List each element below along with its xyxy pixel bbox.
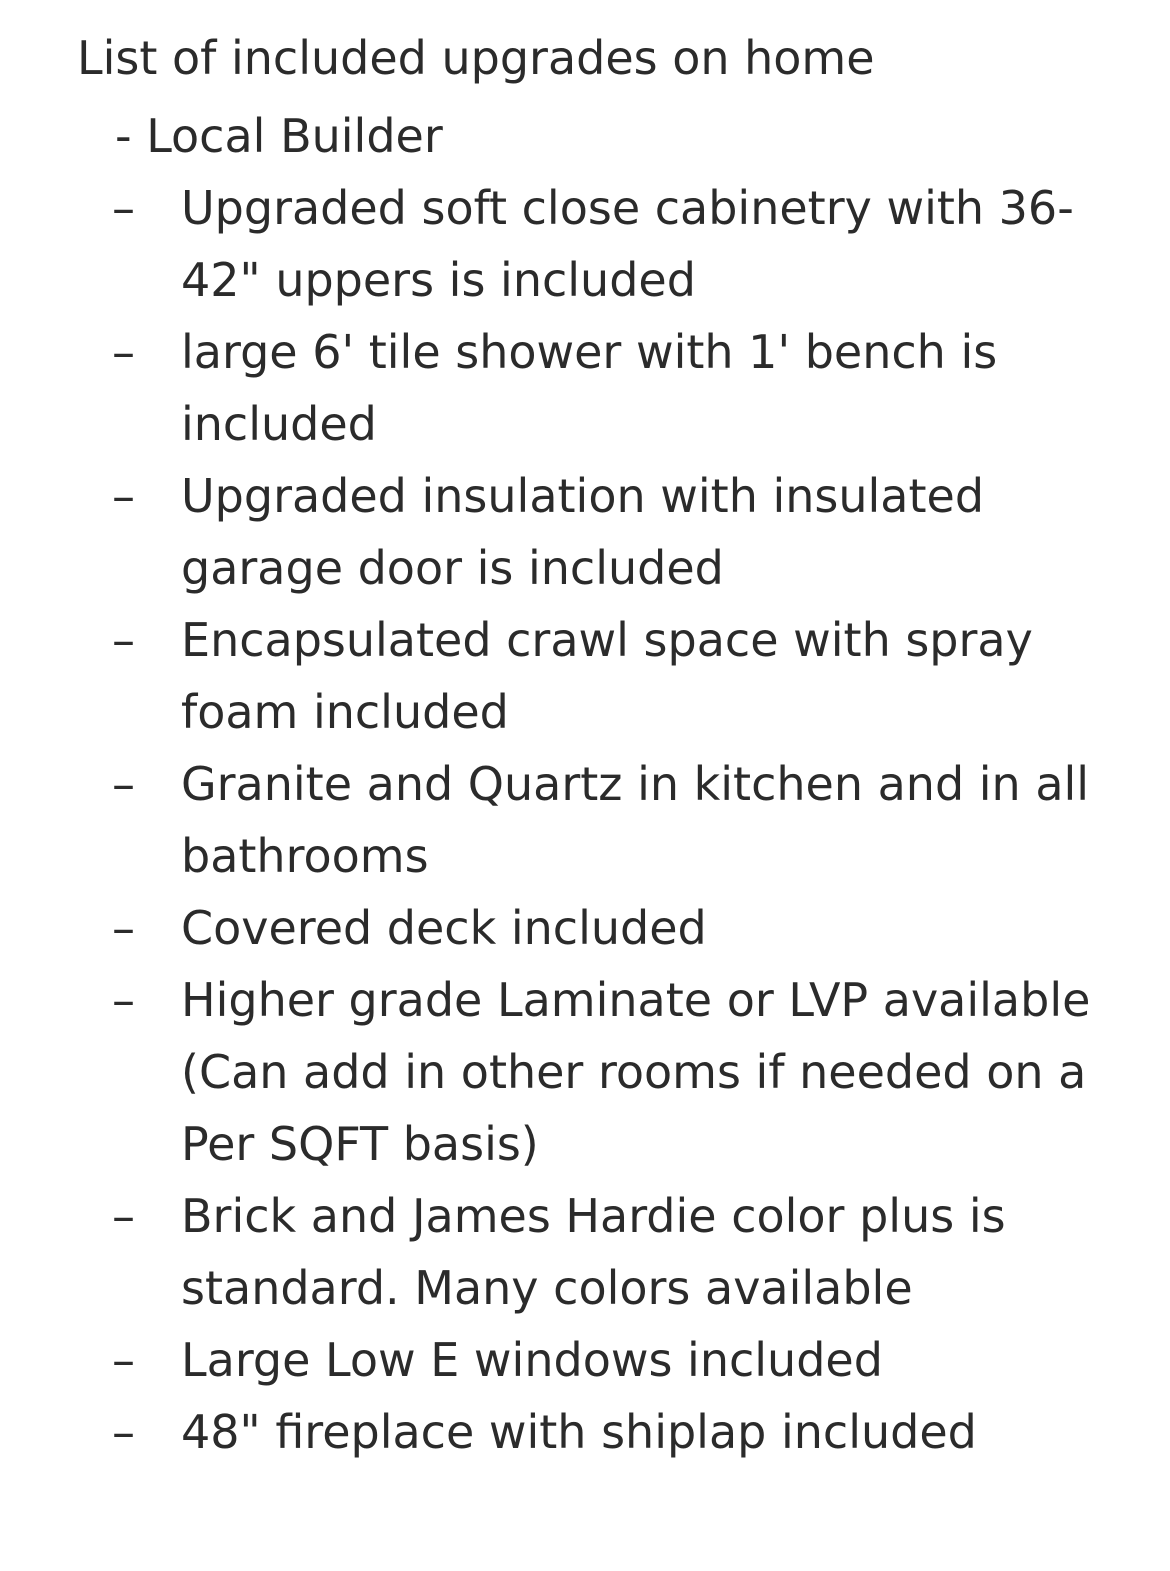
list-item xyxy=(0,460,1111,604)
dash-bullet: – xyxy=(112,1405,135,1459)
list-item xyxy=(0,748,1111,892)
dash-bullet: – xyxy=(112,1333,135,1387)
list-item-text: Large Low E windows included xyxy=(181,1333,883,1387)
dash-bullet: – xyxy=(112,325,135,379)
dash-bullet: – xyxy=(112,757,135,811)
list-item xyxy=(0,172,1111,316)
note-title: List of included upgrades on home xyxy=(77,31,875,85)
list-item-text: Upgraded insulation with insulated garage door is included xyxy=(181,469,985,595)
dash-bullet: – xyxy=(112,469,135,523)
list-item-text: large 6' tile shower with 1' bench is included xyxy=(181,325,998,451)
list-item-text: Higher grade Laminate or LVP available (Can add in other rooms if needed on a Per SQFT basis) xyxy=(181,973,1091,1171)
list-item xyxy=(0,604,1111,748)
list-item-text: Encapsulated crawl space with spray foam included xyxy=(181,613,1033,739)
list-item xyxy=(0,892,1111,964)
builder-line: - Local Builder xyxy=(115,109,443,163)
upgrades-list xyxy=(0,172,1170,1468)
list-item xyxy=(0,1324,1111,1396)
list-item-text: Covered deck included xyxy=(181,901,707,955)
dash-bullet: – xyxy=(112,973,135,1027)
dash-bullet: – xyxy=(112,1189,135,1243)
list-item xyxy=(0,964,1111,1180)
list-item-text: Upgraded soft close cabinetry with 36-42" uppers is included xyxy=(181,181,1074,307)
list-item xyxy=(0,1180,1111,1324)
list-item-text: 48" fireplace with shiplap included xyxy=(181,1405,977,1459)
dash-bullet: – xyxy=(112,901,135,955)
list-item xyxy=(0,1396,1111,1468)
list-item-text: Granite and Quartz in kitchen and in all bathrooms xyxy=(181,757,1090,883)
list-item xyxy=(0,316,1111,460)
dash-bullet: – xyxy=(112,613,135,667)
dash-bullet: – xyxy=(112,181,135,235)
list-item-text: Brick and James Hardie color plus is standard. Many colors available xyxy=(181,1189,1006,1315)
